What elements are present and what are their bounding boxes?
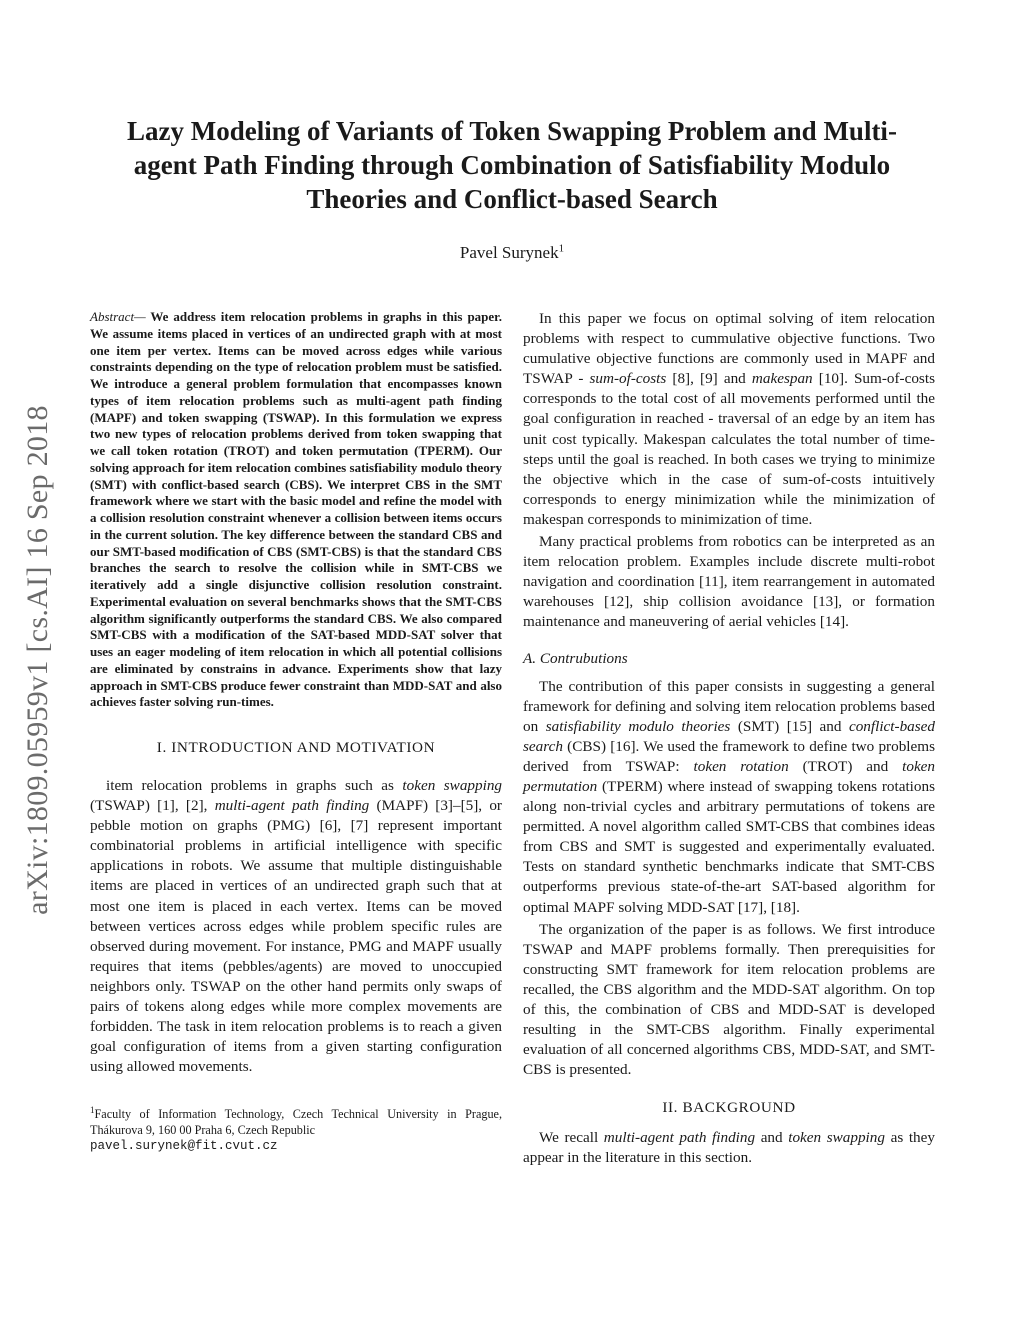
background-paragraph: We recall multi-agent path finding and token swapping as they appear in the literature in this section. <box>523 1129 935 1167</box>
author-email: pavel.surynek@fit.cvut.cz <box>90 1139 278 1154</box>
abstract-label: Abstract <box>90 309 135 324</box>
abstract: Abstract— We address item relocation problems in graphs in this paper. We assume items placed in vertices of an undirected graph with at most one item per vertex. Items can be moved across edges while various constraints depending on the type of relocation problem must be satisfied. We introduce a general problem formulation that encompasses known types of item relocation problems such as multi-agent path finding (MAPF) and token swapping (TSWAP). In this formulation we express two new types of relocation problems derived from token swapping that we call token rotation (TROT) and token permutation (TPERM). Our solving approach for item relocation combines satisfiability modulo theory (SMT) with conflict-based search (CBS). We interpret CBS in the SMT framework where we start with the basic model and refine the model with a collision resolution constraint whenever a collision between items occurs in the current solution. The key difference between the standard CBS and our SMT-based modification of CBS (SMT-CBS) is that the standard CBS branches the search to resolve the collision while in SMT-CBS we iteratively add a single disjunctive collision resolution constraint. Experimental evaluation on several benchmarks shows that the SMT-CBS algorithm significantly outperforms the standard CBS. We also compared SMT-CBS with a modification of the SAT-based MDD-SAT solver that uses an eager modeling of item relocation in which all potential collisions are eliminated by constrains in advance. Experiments show that lazy approach in SMT-CBS produce fewer constraint than MDD-SAT and also achieves faster solving run-times. <box>90 309 503 710</box>
right-column <box>523 309 935 1169</box>
intro-paragraph-2: In this paper we focus on optimal solving of item relocation problems with respect to cummulative objective functions. Two cumulative objective functions are commonly used in MAPF and TSWAP - sum-of-costs [8], [9] and makespan [10]. Sum-of-costs corresponds to the total cost of all movements performed until the goal configuration in reached - traversal of an edge by an item has unit cost typically. Makespan calculates the total number of time-steps until the goal is reached. In both cases we trying to minimize the objective which in the case of sum-of-costs intuitively corresponds to energy minimization while the minimization of makespan corresponds to minimization of time. <box>523 310 935 528</box>
abstract-text: We address item relocation problems in graphs in this paper. We assume items placed in vertices of an undirected graph with at most one item per vertex. Items can be moved across edges while various constraints depending on the type of relocation problem must be satisfied. We introduce a general problem formulation that encompasses known types of item relocation problems such as multi-agent path finding (MAPF) and token swapping (TSWAP). In this formulation we express two new types of relocation problems derived from token swapping that we call token rotation (TROT) and token permutation (TPERM). Our solving approach for item relocation combines satisfiability modulo theory (SMT) with conflict-based search (CBS). We interpret CBS in the SMT framework where we start with the basic model and refine the model with a collision resolution constraint whenever a collision between items occurs in the current solution. The key difference between the standard CBS and our SMT-based modification of CBS (SMT-CBS) is that the standard CBS branches the search to resolve the collision while in SMT-CBS we iteratively add a single disjunctive collision resolution constraint. Experimental evaluation on several benchmarks shows that the SMT-CBS algorithm significantly outperforms the standard CBS. We also compared SMT-CBS with a modification of the SAT-based MDD-SAT solver that uses an eager modeling of item relocation in which all potential collisions are eliminated by constrains in advance. Experiments show that lazy approach in SMT-CBS produce fewer constraint than MDD-SAT and also achieves faster solving run-times. <box>90 309 503 710</box>
footnote-mark: 1 <box>90 1105 95 1116</box>
intro-paragraph-1: item relocation problems in graphs such as token swapping (TSWAP) [1], [2], multi-agent path finding (MAPF) [3]–[5], or pebble motion on graphs (PMG) [6], [7] represent important combinatorial problems in artificial intelligence with specific applications in robots. We assume that multiple distinguishable items are placed in vertices of an undirected graph such that at most one item is placed in each vertex. Items can be moved between vertices across edges while problem specific rules are observed during movement. For instance, PMG and MAPF usually requires that items (pebbles/agents) are moved to unoccupied neighbors only. TSWAP on the other hand permits only swaps of pairs of tokens along edges while more complex movements are forbidden. The task in item relocation problems is to reach a given goal configuration of items from a given starting configuration using allowed movements. <box>90 777 503 1076</box>
section-heading-introduction: I. INTRODUCTION AND MOTIVATION <box>156 739 436 756</box>
author-name: Pavel Surynek <box>459 243 559 262</box>
arxiv-identifier: arXiv:1809.05959v1 [cs.AI] 16 Sep 2018 <box>21 405 54 915</box>
paper-title: Lazy Modeling of Variants of Token Swapping Problem and Multi-agent Path Finding through Combination of Satisfiability Modulo Theories and Conflict-based Search <box>127 116 897 214</box>
author-line <box>0 243 1024 263</box>
arxiv-sidebar-stamp <box>18 365 58 955</box>
subsection-heading-contributions: A. Contrubutions <box>523 649 628 667</box>
contributions-paragraph: The contribution of this paper consists in suggesting a general framework for defining and solving item relocation problems based on satisfiability modulo theories (SMT) [15] and conflict-based search (CBS) [16]. We used the framework to define two problems derived from TSWAP: token rotation (TROT) and token permutation (TPERM) where instead of swapping tokens rotations along non-trivial cycles and arbitrary permutations of tokens are permitted. A novel algorithm called SMT-CBS that combines ideas from CBS and SMT is suggested and experimentally evaluated. Tests on standard synthetic benchmarks indicate that SMT-CBS outperforms previous state-of-the-art SAT-based algorithm for optimal MAPF solving MDD-SAT [17], [18]. <box>523 677 936 916</box>
author-affiliation-mark: 1 <box>558 242 565 255</box>
footnote-text: Faculty of Information Technology, Czech Technical University in Prague, Thákurova 9, 160 00 Praha 6, Czech Republic <box>90 1107 502 1137</box>
organization-paragraph: The organization of the paper is as follows. We first introduce TSWAP and MAPF problems formally. Then prerequisities for constructing SMT framework for item relocation problems are recalled, the CBS algorithm and the MDD-SAT algorithm. On top of this, the combination of CBS and MDD-SAT is developed resulting in the SMT-CBS algorithm. Finally experimental evaluation of all concerned algorithms CBS, MDD-SAT, and SMT-CBS is presented. <box>523 920 935 1079</box>
section-heading-background: II. BACKGROUND <box>662 1099 796 1117</box>
intro-paragraph-3: Many practical problems from robotics can be interpreted as an item relocation problem. Examples include discrete multi-robot navigation and coordination [11], item rearrangement in automated warehouses [12], ship collision avoidance [13], or formation maintenance and maneuvering of aerial vehicles [14]. <box>523 533 935 631</box>
affiliation-footnote <box>90 1103 502 1155</box>
left-column <box>90 309 502 1155</box>
